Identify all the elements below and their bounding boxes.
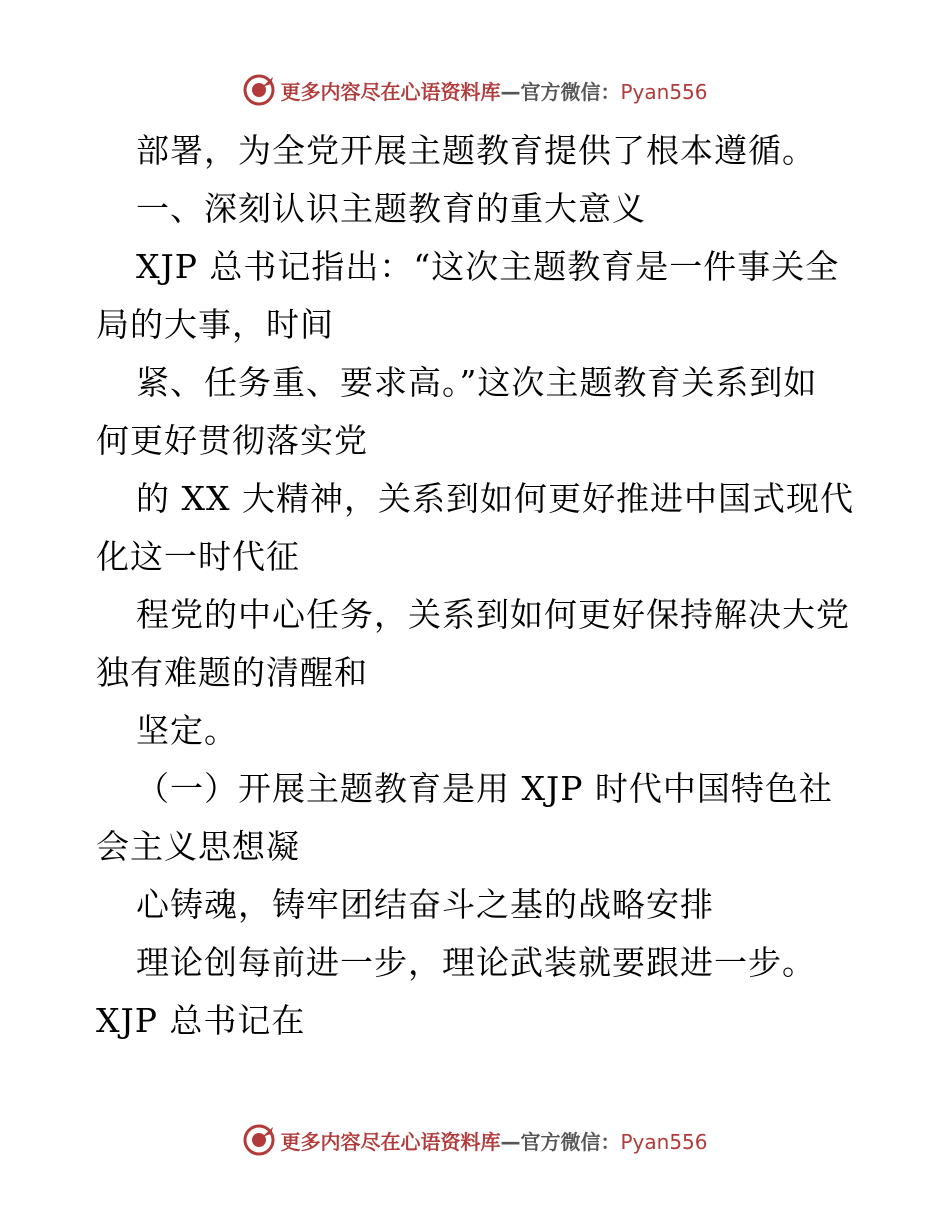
header-brand: 更多内容尽在心语资料库 [280,79,501,104]
text-line: 局的大事，时间 [96,305,334,344]
text-line: XJP 总书记在 [96,1001,306,1040]
text-line: 紧、任务重、要求高。”这次主题教育关系到如 [136,363,818,402]
footer-wechat-id: Pyan556 [620,1129,708,1154]
text-line: 理论创每前进一步，理论武装就要跟进一步。 [136,943,816,982]
header-wechat-label: 官方微信： [520,79,621,104]
text-line: 部署，为全党开展主题教育提供了根本遵循。 [136,131,816,170]
text-line: 的 XX 大精神，关系到如何更好推进中国式现代 [136,479,854,518]
text-line: 何更好贯彻落实党 [96,421,368,460]
document-body [96,122,856,1050]
header-wechat-id: Pyan556 [620,79,708,104]
text-line: 独有难题的清醒和 [96,653,368,692]
text-line: 化这一时代征 [96,537,300,576]
footer-banner [0,1120,950,1160]
footer-dash: — [500,1129,521,1154]
logo-icon [242,73,276,107]
text-line: 程党的中心任务，关系到如何更好保持解决大党 [136,595,850,634]
text-line: 坚定。 [136,711,238,750]
text-line: 会主义思想凝 [96,827,300,866]
text-line: 心铸魂，铸牢团结奋斗之基的战略安排 [136,885,714,924]
text-line: （一）开展主题教育是用 XJP 时代中国特色社 [136,769,833,808]
footer-wechat-label: 官方微信： [520,1129,621,1154]
header-banner [0,70,950,110]
footer-brand: 更多内容尽在心语资料库 [280,1129,501,1154]
logo-icon [242,1123,276,1157]
header-dash: — [500,79,521,104]
text-line: XJP 总书记指出：“这次主题教育是一件事关全 [136,247,840,286]
text-line: 一、深刻认识主题教育的重大意义 [136,189,646,228]
